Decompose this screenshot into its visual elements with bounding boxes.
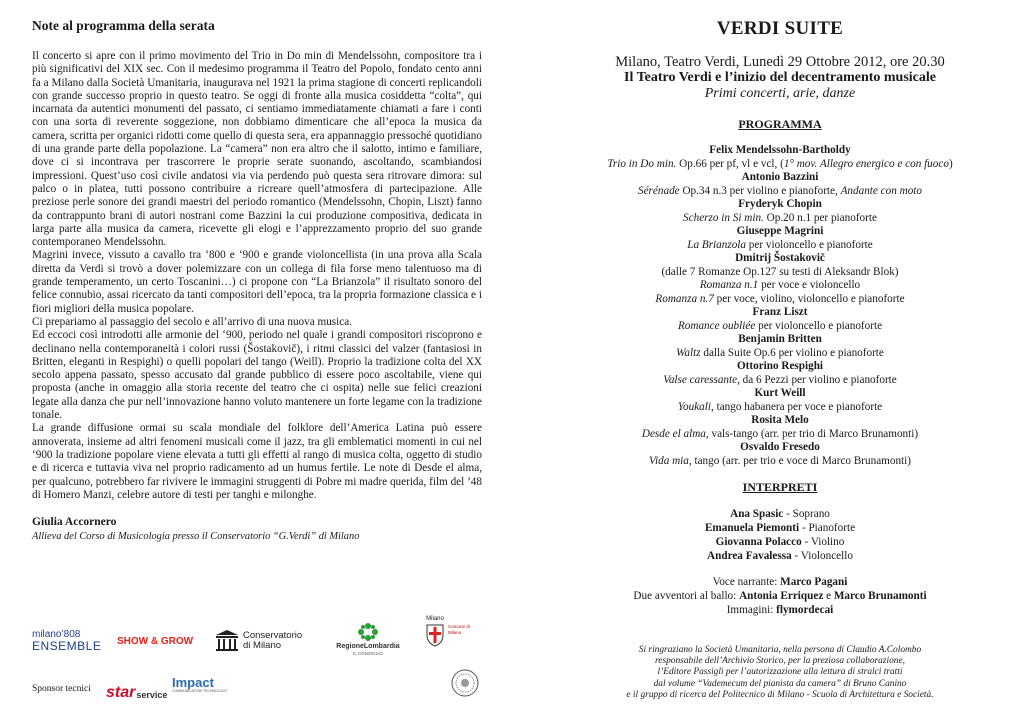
performer: Giovanna Polacco - Violino: [715, 536, 845, 548]
work: Romanza n.7 per voce, violino, violoncello e pianoforte: [655, 292, 905, 305]
thanks-line: dal volume “Vademecum del pianista da camera” di Bruno Canino: [653, 678, 907, 689]
performer: Emanuela Piemonti - Pianoforte: [704, 522, 856, 534]
work: Vida mia, tango (arr. per trio e voce di Marco Brunamonti): [648, 454, 911, 467]
thanks-line: responsabile dell’Archivio Storico, per la preziosa collaborazione,: [655, 656, 905, 667]
composer: Benjamin Britten: [738, 333, 822, 345]
work: Romanza n.1 per voce e violoncello: [699, 279, 861, 291]
credit-dancers: Due avventori al ballo: Antonia Erriquez e Marco Brunamonti: [633, 590, 927, 602]
notes-heading: Note al programma della serata: [32, 18, 215, 33]
notes-body: [32, 50, 482, 502]
conservatorio-logo: [215, 622, 315, 660]
conservatorio-line1: Conservatorio: [243, 630, 303, 641]
work: Trio in Do min. Op.66 per pf, vl e vcl, (1° mov. Allegro energico e con fuoco): [607, 157, 953, 170]
notes-paragraph: La grande diffusione ormai su scala mondiale del folklore dell’America Latina può essere annoverata, insieme ad altri fenomeni musicali come il jazz, tra gli emblematici momenti in cui nel ‘900 la tradizione popolare viene elevata a tutti gli effetti al rango di musica colta, oggetto di studio e di ricerca e tuttavia viva nel proprio radicamento ad un humus fertile. Le note di Desde el alma, per qualcuno, potrebbero far rivivere le immagini struggenti di Pobre mi madre querida, film del ’48 di Homero Manzi, celebre autore di testi per tanghi e milonghe.: [32, 422, 482, 501]
composer: Franz Liszt: [752, 306, 808, 318]
notes-paragraph: Il concerto si apre con il primo movimento del Trio in Do min di Mendelssohn, compositore tra i più significativi del XIX sec. Con il medesimo programma il Teatro del Popolo, fondato cento anni fa a Milano dalla Società Umanitaria, inaugurava nel 1921 la prima stagione di concerti replicandoli con grande successo proprio in questo teatro. Se oggi di fronte alla musica cosiddetta “colta”, qui incarnata da autentici monumenti del passato, ci sentiamo immediatamente chiamati a fare i conti con una sorta di reverente soggezione, non dobbiamo dimenticare che all’epoca la musica da camera, scritta per organici ridotti come quello di questa sera, era appannaggio pressoché quotidiano di una grande parte della popolazione. La “camera” non era altro che il salotto, intimo e familiare, dove ci si incontrava per trascorrere le proprie serate suonando, ascoltando, scambiandosi impressioni. Quest’uso così civile andatosi via via perdendo può questa sera ritrovare dimora: sul palco o in platea, tutti possono contribuire a ricreare quell’atmosfera di partecipazione. Alle preziose perle sonore dei grandi maestri del periodo romantico (Mendelssohn, Chopin, Liszt) fanno da contrappunto brani di autori nostrani come Bazzini la cui produzione compositiva, dedicata in larga parte alla musica da camera, ricevette gli elogi e l’apprezzamento proprio del suo grande contemporaneo Mendelssohn.: [32, 50, 482, 249]
composer: Felix Mendelssohn-Bartholdy: [709, 144, 851, 156]
partner-logos: [32, 616, 492, 662]
conservatorio-icon: [215, 630, 239, 652]
ensemble-logo: [32, 622, 102, 660]
impact-subtext: COMMUNICATION TECHNOLOGY: [172, 689, 228, 693]
thanks-line: e il gruppo di ricerca del Politecnico di Milano - Scuola di Architettura e Società.: [626, 689, 934, 700]
notes-paragraph: Ci prepariamo al passaggio del secolo e all’arrivo di una nuova musica.: [32, 315, 352, 328]
event-venue-date: Milano, Teatro Verdi, Lunedì 29 Ottobre 2012, ore 20.30: [615, 54, 945, 70]
event-subtitle: Il Teatro Verdi e l’inizio del decentramento musicale: [624, 70, 936, 85]
work: Romance oubliée per violoncello e pianoforte: [677, 319, 883, 332]
milano-text: Milano: [426, 616, 444, 622]
sponsor-label: Sponsor tecnici: [32, 684, 91, 694]
credit-images: Immagini: flymordecai: [726, 604, 834, 616]
ensemble-logo-bottom: ENSEMBLE: [32, 639, 102, 653]
show-grow-logo: [117, 622, 197, 660]
composer: Fryderyk Chopin: [738, 198, 822, 210]
service-text: service: [136, 690, 168, 700]
star-text: star: [106, 684, 136, 701]
thanks-line: Si ringraziano la Società Umanitaria, nella persona di Claudio A.Colombo: [638, 645, 922, 655]
composer: Ottorino Respighi: [736, 360, 824, 372]
notes-paragraph: Ed eccoci così introdotti alle armonie del ‘900, periodo nel quale i grandi compositori riscoprono e declinano nella contemporaneità i colori russi (Šostakovič), i ritmi classici del valzer (fantasiosi in Britten, eleganti in Respighi) o quelli popolari del tango (Weill). Proprio la tradizione colta del XX secolo appena passato, spesso accusato dal grande pubblico di essere poco ascoltabile, viene qui proposta (anche in omaggio alla storia recente del teatro che ci ospita) nelle sue felici creazioni legate alla danza che pur nell’innovazione hanno voluto mantenere un forte legame con la tradizione tonale.: [32, 329, 482, 422]
acknowledgements: [560, 645, 1000, 701]
performer: Ana Spasic - Soprano: [730, 508, 830, 520]
work: Scherzo in Si min. Op.20 n.1 per pianoforte: [683, 211, 877, 224]
star-service-logo: [106, 672, 167, 702]
thanks-line: l’Editore Passigli per l’autorizzazione alla lettura di stralci tratti: [657, 667, 903, 678]
event-subtitle-italic: Primi concerti, arie, danze: [704, 86, 856, 101]
regione-lombardia-logo: [330, 622, 406, 660]
composer: Dmitrij Šostakovič: [735, 252, 825, 264]
credit-narrator: Voce narrante: Marco Pagani: [712, 576, 848, 588]
author-name: Giulia Accornero: [32, 516, 117, 529]
regione-subtext: IL CONSIGLIO: [353, 651, 383, 656]
programma-heading: PROGRAMMA: [738, 117, 822, 131]
conservatorio-line2: di Milano: [243, 640, 282, 651]
work: (dalle 7 Romanze Op.127 su testi di Aleksandr Blok): [661, 265, 899, 278]
milano-crest-icon: [425, 623, 445, 647]
sponsor-row: [32, 672, 492, 704]
work: Waltz dalla Suite Op.6 per violino e pianoforte: [676, 346, 884, 359]
work: Youkali, tango habanera per voce e pianoforte: [677, 400, 883, 413]
comune-milano-logo: [425, 616, 485, 654]
composer: Antonio Bazzini: [741, 171, 819, 183]
work: Desde el alma, vals-tango (arr. per trio di Marco Brunamonti): [641, 427, 919, 440]
composer: Giuseppe Magrini: [736, 225, 824, 237]
author-role: Allieva del Corso di Musicologia presso il Conservatorio “G.Verdi” di Milano: [32, 531, 360, 543]
work: La Brianzola per violoncello e pianoforte: [687, 238, 873, 251]
interpreti-heading: INTERPRETI: [742, 480, 818, 494]
ensemble-logo-top: milano’808: [32, 629, 81, 640]
impact-logo: [172, 676, 227, 694]
rose-camuna-icon: [357, 622, 379, 642]
regione-text: RegioneLombardia: [336, 643, 400, 650]
composer: Osvaldo Fresedo: [740, 441, 820, 453]
notes-column: [32, 18, 482, 542]
composer: Rosita Melo: [751, 414, 809, 426]
event-title: VERDI SUITE: [716, 18, 844, 39]
impact-text: Impact: [172, 675, 214, 690]
performer: Andrea Favalessa - Violoncello: [707, 550, 853, 562]
notes-paragraph: Magrini invece, vissuto a cavallo tra ‘800 e ‘900 e grande violoncellista (in una prova alla Scala diretta da Verdi si trovò a dover polemizzare con un collega di fila forse meno talentuoso ma di grande temperamento, un certo Toscanini…) ci propone con “La Brianzola” il risultato sonoro del felice connubio, assai ricercato da tanti compositori dell’epoca, tra la propria formazione classica e i fiori migliori della musica popolare.: [32, 249, 482, 315]
comune-text: Comune di Milano: [448, 624, 470, 635]
seal-icon: [450, 668, 480, 698]
composer: Kurt Weill: [754, 387, 806, 399]
show-grow-text: SHOW & GROW: [117, 635, 194, 647]
program-column: [560, 18, 1000, 617]
work: Valse caressante, da 6 Pezzi per violino e pianoforte: [663, 373, 897, 386]
work: Sérénade Op.34 n.3 per violino e pianoforte, Andante con moto: [638, 184, 922, 197]
